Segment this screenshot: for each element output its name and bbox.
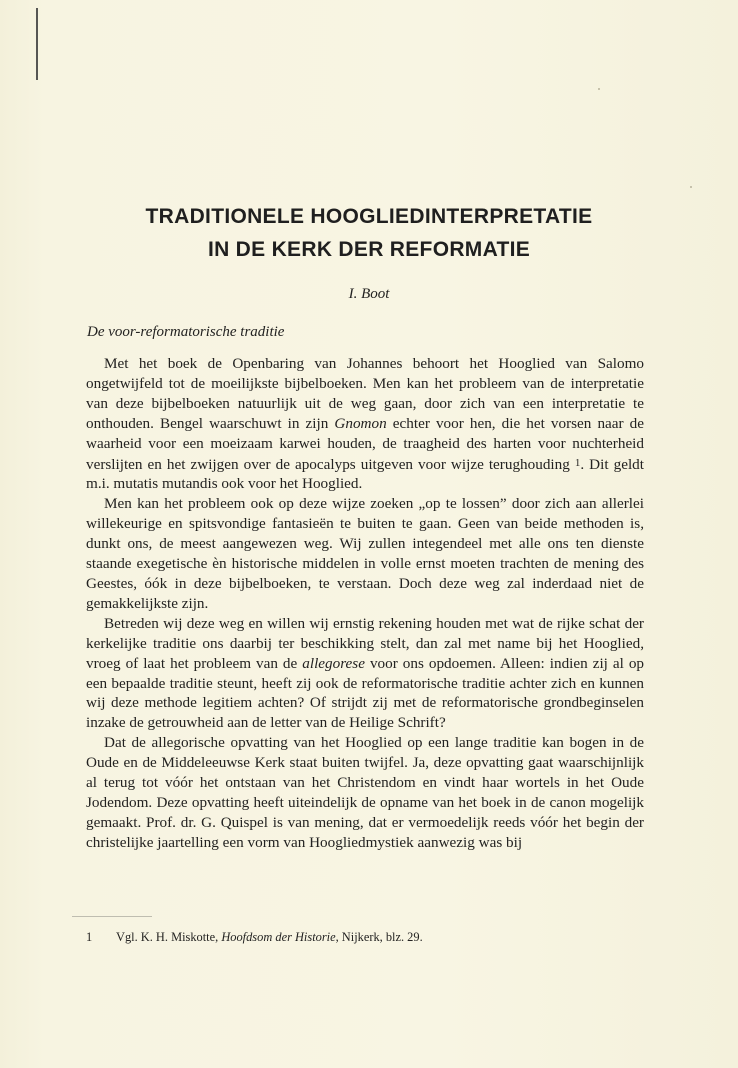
footnote-text-a: Vgl. K. H. Miskotte, — [116, 930, 222, 944]
section-heading: De voor-reformatorische traditie — [87, 324, 285, 340]
article-body — [86, 354, 644, 853]
italic-allegorese: allegorese — [302, 654, 365, 672]
footnote-separator — [72, 916, 152, 917]
paragraph-3 — [86, 614, 644, 733]
paragraph-4: Dat de allegorische opvatting van het Hooglied op een lange traditie kan bogen in de Oude en de Middeleeuwse Kerk staat buiten twijfel. Ja, deze opvatting gaat waarschijnlijk al terug tot vóór het ontstaan van het Christendom en vindt haar wortels in het Oude Jodendom. Deze opvatting heeft uiteindelijk de opname van het boek in de canon mogelijk gemaakt. Prof. dr. G. Quispel is van mening, dat er vermoedelijk reeds vóór het begin der christelijke jaartelling een vorm van Hoogliedmystiek aanwezig was bij — [86, 734, 644, 851]
paragraph-1-text-b: echter voor hen, die het vorsen naar de waarheid voor een moeizaam karwei houden, de traagheid des harten voor nuchterheid verslijten en het zwijgen over de apocalyps uitgeven voor wijze terughouding — [86, 414, 644, 473]
footnote-book-title: Hoofdsom der Historie — [221, 930, 336, 944]
binding-edge-line — [36, 8, 38, 80]
paragraph-3-text-b: voor ons opdoemen. Alleen: indien zij al op een bepaalde traditie steunt, heeft zij ook de reformatorische traditie achter zich en kunnen wij deze methode legitiem achten? Of strijdt zij met de reformatorische grondbeginselen inzake de getrouwheid aan de letter van de Heilige Schrift? — [86, 654, 645, 732]
paper-speck — [690, 186, 692, 188]
italic-gnomon: Gnomon — [334, 414, 387, 432]
footnote — [86, 930, 423, 945]
paper-speck — [598, 88, 600, 90]
paragraph-1-text-c: . Dit geldt m.i. mutatis mutandis ook voor het Hooglied. — [86, 455, 644, 493]
paragraph-3-text-a: Betreden wij deze weg en willen wij ernstig rekening houden met wat de rijke schat der kerkelijke traditie ons daarbij ter beschikking stelt, dan zal met name bij het Hooglied, vroeg of laat het probleem van de — [86, 614, 644, 672]
footnote-text-b: , Nijkerk, blz. 29. — [335, 930, 423, 944]
footnote-reference[interactable]: 1 — [574, 456, 581, 469]
article-title-line-2: IN DE KERK DER REFORMATIE — [207, 238, 531, 261]
author-name: I. Boot — [348, 286, 390, 302]
paragraph-2: Men kan het probleem ook op deze wijze zoeken „op te lossen” door zich aan allerlei willekeurige en spitsvondige fantasieën te buiten te gaan. Geen van beide methoden is, dunkt ons, de meest aangewezen weg. Wij zullen integendeel met alle ons ten dienste staande exegetische èn historische middelen in volle ernst moeten trachten de mening des Geestes, óók in deze bijbelboeken, te verstaan. Doch deze weg zal inderdaad niet de gemakkelijkste zijn. — [86, 495, 644, 612]
article-title-line-1: TRADITIONELE HOOGLIEDINTERPRETATIE — [145, 205, 593, 228]
footnote-number: 1 — [86, 930, 93, 944]
paragraph-1-text-a: Met het boek de Openbaring van Johannes behoort het Hooglied van Salomo ongetwijfeld tot de moeilijkste bijbelboeken. Men kan het probleem van de interpretatie van deze bijbelboeken natuurlijk uit de weg gaan, door zich van een interpretatie te onthouden. Bengel waarschuwt in zijn — [86, 355, 644, 432]
paragraph-1 — [86, 354, 644, 494]
